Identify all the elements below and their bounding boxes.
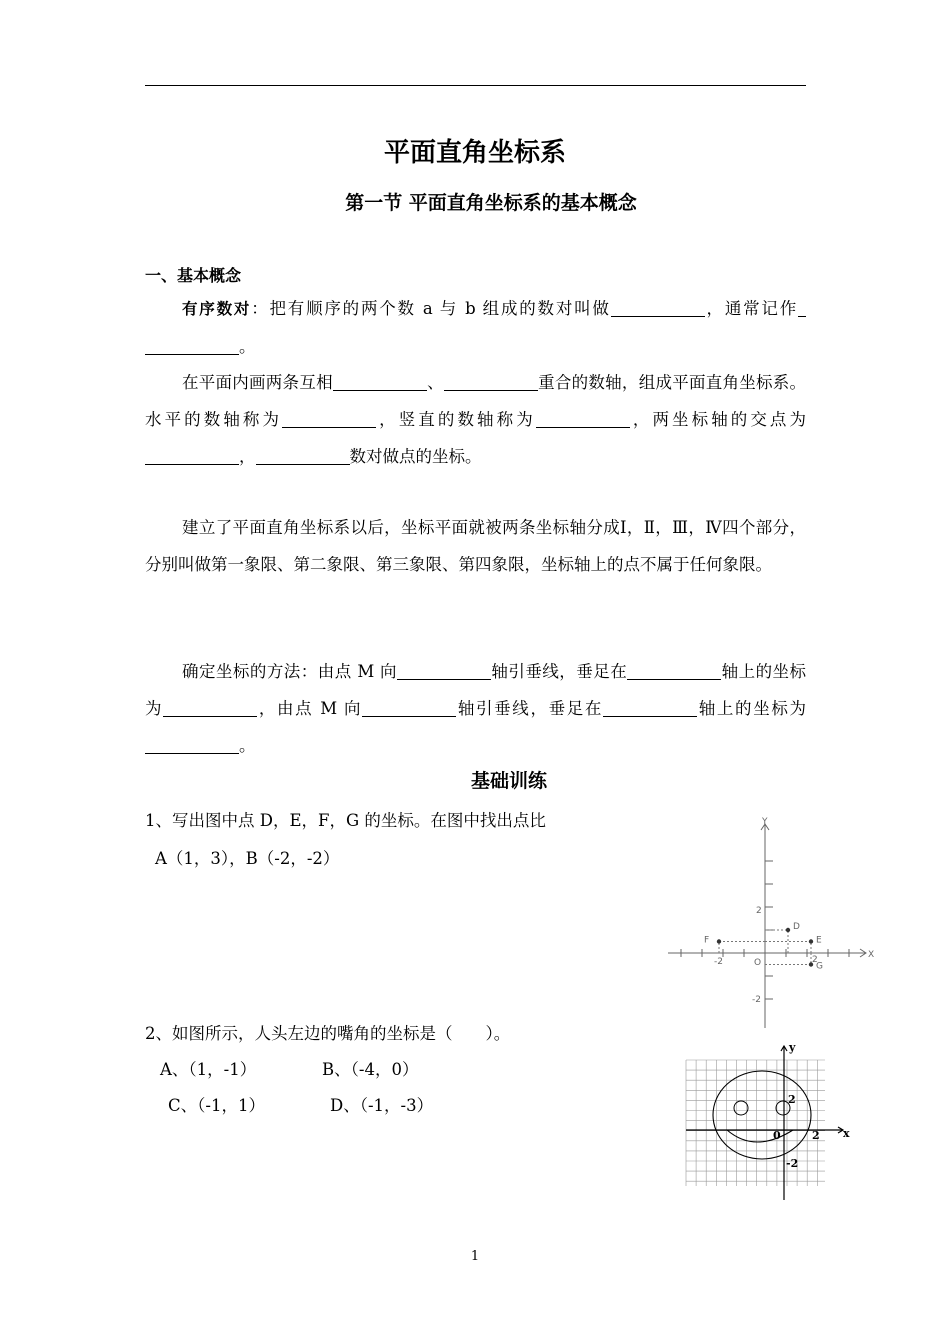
section-subtitle: 第一节 平面直角坐标系的基本概念: [345, 192, 637, 214]
text: 轴上的坐标为: [697, 699, 807, 718]
text: 在平面内画两条互相: [182, 373, 333, 392]
text: 重合的数轴，组成平面直角坐标系。水平的数轴称为: [145, 373, 807, 429]
heading-basic-concepts: 一、基本概念: [145, 266, 242, 285]
point-label: F: [704, 935, 710, 946]
option-b[interactable]: B、（-4，0）: [322, 1060, 419, 1079]
figure-coordinate-points: [664, 810, 878, 1032]
option-c[interactable]: C、（-1，1）: [168, 1096, 265, 1115]
fill-blank[interactable]: [627, 659, 721, 680]
text: 轴上的坐标为: [145, 662, 807, 718]
paragraph-ordered-pair: [145, 290, 806, 365]
y-tick-label: -2: [786, 1157, 799, 1170]
text: 。: [239, 736, 256, 755]
fill-blank[interactable]: [145, 733, 239, 754]
text: 。: [239, 337, 256, 356]
fill-blank[interactable]: [145, 444, 239, 465]
text: 轴引垂线，垂足在: [490, 662, 628, 681]
fill-blank[interactable]: [145, 334, 239, 355]
fill-blank[interactable]: [611, 296, 705, 317]
option-a[interactable]: A、（1，-1）: [160, 1060, 257, 1079]
mouth: [727, 1130, 793, 1142]
point-label: D: [793, 922, 800, 932]
fill-blank[interactable]: [333, 370, 427, 391]
y-tick-label: 2: [788, 1093, 796, 1106]
x-tick-label: 2: [812, 1129, 820, 1142]
text: 确定坐标的方法：由点 M 向: [182, 662, 397, 681]
text: ，竖直的数轴称为: [376, 410, 536, 429]
fill-blank[interactable]: [397, 659, 491, 680]
face-outline: [713, 1071, 811, 1159]
fill-blank[interactable]: [798, 296, 806, 317]
x-axis-label: X: [868, 950, 875, 960]
paragraph-quadrants: 建立了平面直角坐标系以后，坐标平面就被两条坐标轴分成Ⅰ，Ⅱ，Ⅲ，Ⅳ四个部分，分别叫做第一象限、第二象限、第三象限、第四象限，坐标轴上的点不属于任何象限。: [145, 518, 806, 574]
question-2: 2、如图所示，人头左边的嘴角的坐标是（ ）。: [145, 1024, 511, 1043]
text: ，两坐标轴的交点为: [629, 410, 807, 429]
text: 数对做点的坐标。: [349, 447, 482, 466]
y-axis-label: y: [789, 1041, 796, 1054]
x-tick-label: -2: [714, 957, 723, 967]
header-rule: [145, 85, 806, 86]
term-ordered-pair: 有序数对: [182, 300, 252, 318]
document-title: 平面直角坐标系: [383, 138, 566, 168]
fill-blank[interactable]: [362, 696, 456, 717]
point-d: [786, 928, 790, 932]
figure-smiley-face: [680, 1040, 856, 1200]
fill-blank[interactable]: [444, 370, 538, 391]
fill-blank[interactable]: [256, 444, 350, 465]
text: 、: [426, 373, 444, 392]
text: ，通常记作: [704, 299, 798, 318]
y-tick-label: 2: [756, 906, 762, 916]
x-tick-label: 2: [812, 955, 818, 965]
fill-blank[interactable]: [536, 407, 630, 428]
origin-label: O: [754, 958, 762, 968]
fill-blank[interactable]: [282, 407, 376, 428]
point-e: [809, 939, 813, 943]
point-label: G: [816, 961, 823, 972]
left-eye: [734, 1101, 748, 1115]
y-axis-label: Y: [762, 817, 768, 827]
point-f: [717, 939, 721, 943]
text: ，由点 M 向: [257, 699, 363, 718]
paragraph-coordinate-method: [145, 653, 806, 764]
page-number: 1: [470, 1249, 480, 1264]
point-label: E: [816, 935, 822, 946]
paragraph-coordinate-definition: [145, 364, 806, 475]
training-heading: 基础训练: [470, 770, 547, 792]
text: ：把有顺序的两个数 a 与 b 组成的数对叫做: [251, 299, 611, 318]
text: 轴引垂线，垂足在: [456, 699, 604, 718]
option-d[interactable]: D、（-1，-3）: [330, 1096, 434, 1115]
y-tick-label: -2: [752, 995, 761, 1005]
x-axis-label: x: [843, 1127, 850, 1140]
fill-blank[interactable]: [163, 696, 257, 717]
question-1-line-1: 1、写出图中点 D，E，F，G 的坐标。在图中找出点比: [145, 811, 546, 830]
text: ，: [239, 447, 256, 466]
question-1-line-2: A（1，3），B（-2，-2）: [155, 849, 340, 868]
fill-blank[interactable]: [603, 696, 697, 717]
origin-label: 0: [773, 1129, 781, 1142]
